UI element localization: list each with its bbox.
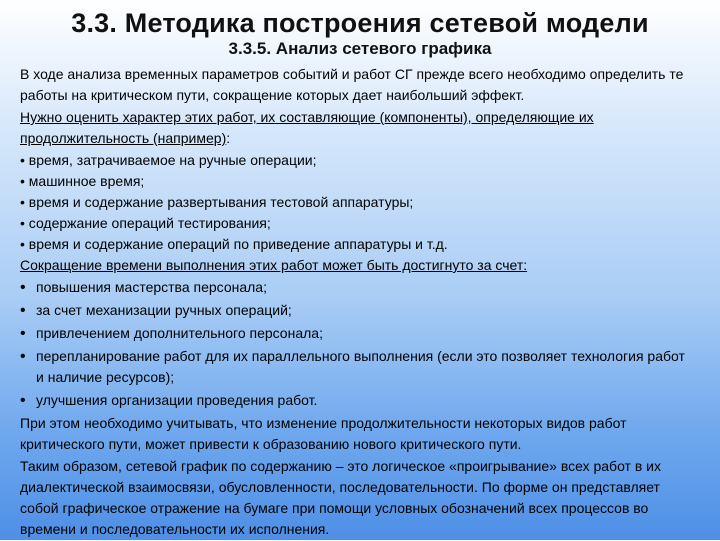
bullet-icon: • [20,302,26,319]
list-item-text: привлечением дополнительного персонала; [36,325,323,341]
conclusion-paragraph: Таким образом, сетевой график по содержанию – это логическое «проигрывание» всех работ в их диалектической взаимосвязи, обусловленности, последовательности. По форме он представляет собой графическое отражение на бумаге при помощи условных обозначений всех процессов во времени и последовательности их исполнения. [20,458,662,537]
slide-title: 3.3. Методика построения сетевой модели [71,8,649,38]
list-item [20,346,695,388]
list-item [20,277,695,298]
list-item: • время и содержание операций по приведение аппаратуры и т.д. [20,236,448,252]
bullet-icon: • [20,325,26,342]
list-item: • машинное время; [20,173,145,189]
slide-content [20,64,695,541]
components-heading [20,107,695,149]
list-item [20,390,695,411]
components-list [20,150,695,255]
list-item: • время и содержание развертывания тестовой аппаратуры; [20,194,414,210]
list-item-text: повышения мастерства персонала; [36,279,267,295]
list-item: • время, затрачиваемое на ручные операции; [20,152,317,168]
reductions-list [20,277,695,411]
bullet-icon: • [20,279,26,296]
list-item-text: перепланирование работ для их параллельного выполнения (если это позволяет технология работ и наличие ресурсов); [36,348,685,385]
intro-paragraph: В ходе анализа временных параметров событий и работ СГ прежде всего необходимо определить те работы на критическом пути, сокращение которых дает наибольший эффект. [20,66,684,103]
list-item [20,300,695,321]
components-heading-tail: : [226,130,231,146]
list-item-text: улучшения организации проведения работ. [36,392,318,408]
list-item [20,323,695,344]
reduction-heading: Сокращение времени выполнения этих работ может быть достигнуто за счет: [20,257,528,273]
bullet-icon: • [20,348,26,365]
list-item: • содержание операций тестирования; [20,215,271,231]
components-heading-text: Нужно оценить характер этих работ, их составляющие (компоненты), определяющие их продолжительность (например) [20,109,594,146]
list-item-text: за счет механизации ручных операций; [36,302,292,318]
note-paragraph: При этом необходимо учитывать, что изменение продолжительности некоторых видов работ критического пути, может привести к образованию нового критического пути. [20,415,627,452]
slide-subtitle: 3.3.5. Анализ сетевого графика [228,39,492,58]
bullet-icon: • [20,392,26,409]
